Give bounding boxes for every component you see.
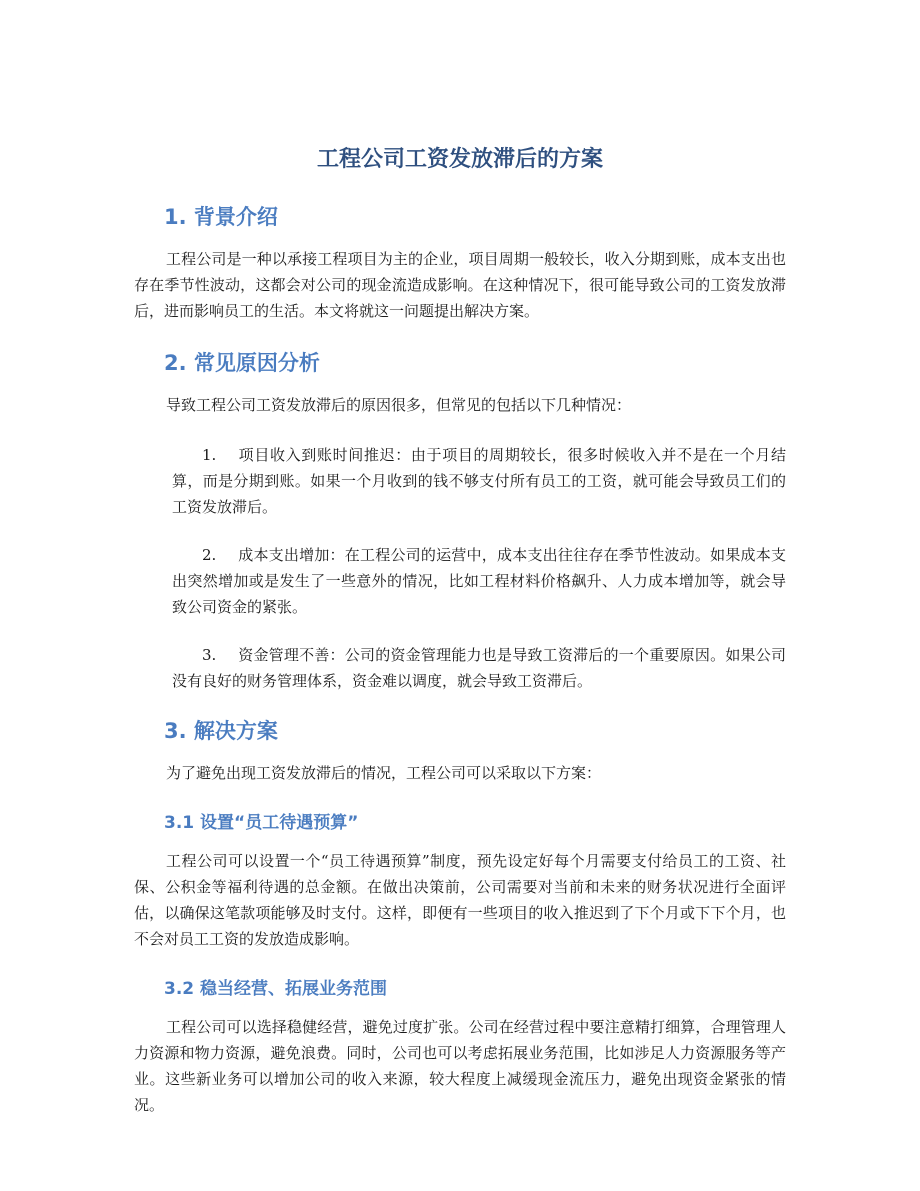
budget-paragraph: 工程公司可以设置一个“员工待遇预算”制度，预先设定好每个月需要支付给员工的工资、社保、公积金等福利待遇的总金额。在做出决策前，公司需要对当前和未来的财务状况进行全面评估，以确保这笔款项能够及时支付。这样，即便有一些项目的收入推迟到了下个月或下下个月，也不会对员工工资的发放造成影响。: [134, 852, 786, 948]
section-heading-causes: 2. 常见原因分析: [164, 351, 320, 375]
document-title: 工程公司工资发放滞后的方案: [316, 147, 603, 172]
section-heading-solutions: 3. 解决方案: [164, 719, 278, 743]
document-page: [134, 140, 786, 1142]
cause-item-3: [134, 642, 786, 694]
subsection-heading-operations: 3.2 稳当经营、拓展业务范围: [164, 979, 388, 999]
background-paragraph: 工程公司是一种以承接工程项目为主的企业，项目周期一般较长，收入分期到账，成本支出也存在季节性波动，这都会对公司的现金流造成影响。在这种情况下，很可能导致公司的工资发放滞后，进而影响员工的生活。本文将就这一问题提出解决方案。: [134, 250, 786, 320]
solutions-intro: 为了避免出现工资发放滞后的情况，工程公司可以采取以下方案：: [166, 764, 602, 782]
cause-item-text: 资金管理不善：公司的资金管理能力也是导致工资滞后的一个重要原因。如果公司没有良好的财务管理体系，资金难以调度，就会导致工资滞后。: [172, 646, 786, 690]
cause-item-number: 2.: [202, 546, 217, 564]
cause-item-number: 1.: [202, 446, 217, 464]
section-heading-background: 1. 背景介绍: [164, 205, 278, 229]
cause-item-number: 3.: [202, 646, 217, 664]
causes-intro: 导致工程公司工资发放滞后的原因很多，但常见的包括以下几种情况：: [166, 396, 632, 414]
cause-item-1: [134, 442, 786, 520]
operations-paragraph: 工程公司可以选择稳健经营，避免过度扩张。公司在经营过程中要注意精打细算，合理管理人力资源和物力资源，避免浪费。同时，公司也可以考虑拓展业务范围，比如涉足人力资源服务等产业。这些新业务可以增加公司的收入来源，较大程度上减缓现金流压力，避免出现资金紧张的情况。: [134, 1018, 786, 1114]
cause-item-text: 成本支出增加：在工程公司的运营中，成本支出往往存在季节性波动。如果成本支出突然增加或是发生了一些意外的情况，比如工程材料价格飙升、人力成本增加等，就会导致公司资金的紧张。: [172, 546, 786, 616]
cause-item-2: [134, 542, 786, 620]
cause-item-text: 项目收入到账时间推迟：由于项目的周期较长，很多时候收入并不是在一个月结算，而是分期到账。如果一个月收到的钱不够支付所有员工的工资，就可能会导致员工们的工资发放滞后。: [172, 446, 786, 516]
subsection-heading-budget: 3.1 设置“员工待遇预算”: [164, 813, 359, 833]
